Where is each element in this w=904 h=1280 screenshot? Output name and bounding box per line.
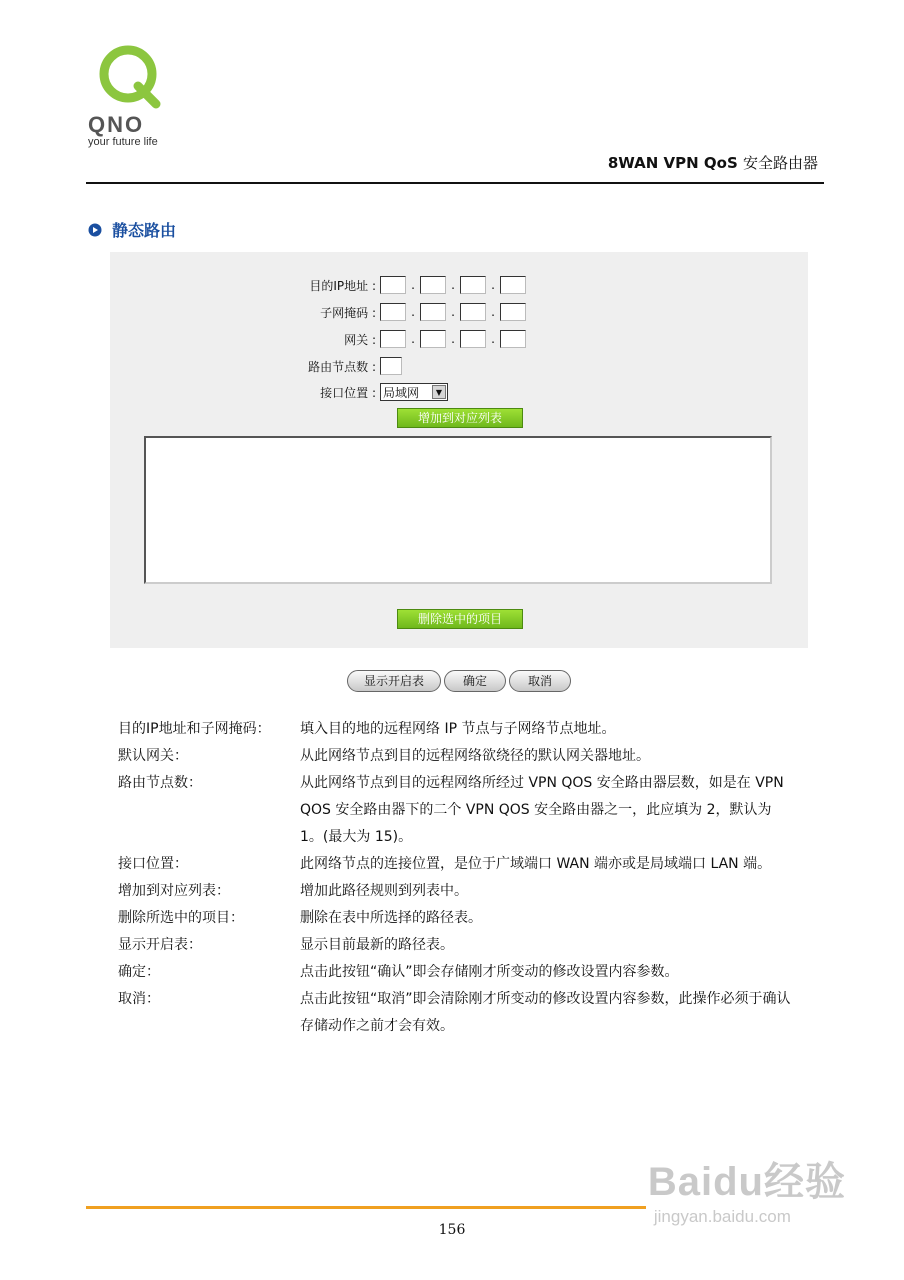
ip-dot: . [411,278,415,292]
desc-definition: 删除在表中所选择的路径表。 [300,910,482,926]
product-title [608,152,818,173]
gateway-row [286,330,526,348]
section-title [88,218,176,241]
baidu-watermark [648,1150,846,1227]
cancel-button[interactable]: 取消 [509,670,571,692]
desc-row [118,905,798,932]
ip-dot: . [491,278,495,292]
desc-definition: 增加此路径规则到列表中。 [300,883,468,899]
desc-term: 接口位置： [118,856,188,872]
desc-term: 删除所选中的项目： [118,910,244,926]
desc-definition: 此网络节点的连接位置，是位于广域端口 WAN 端亦或是局域端口 LAN 端。 [300,856,772,872]
ip-dot: . [451,305,455,319]
gateway-octet-1[interactable] [380,330,406,348]
subnet-label: 子网掩码 : [320,305,376,320]
logo-tagline: your future life [88,136,158,148]
svg-text:QNO: QNO [88,112,145,137]
add-to-list-button[interactable]: 增加到对应列表 [397,408,523,428]
desc-row [118,986,798,1040]
dest-ip-octet-4[interactable] [500,276,526,294]
desc-term: 确定： [118,964,160,980]
interface-row [286,383,448,401]
ip-dot: . [411,332,415,346]
product-title-en: 8WAN VPN QoS [607,154,738,172]
desc-row [118,851,798,878]
desc-row [118,932,798,959]
desc-row [118,878,798,905]
dest-ip-octet-1[interactable] [380,276,406,294]
ip-dot: . [491,305,495,319]
desc-term: 显示开启表： [118,937,202,953]
route-list-box[interactable] [144,436,772,584]
play-bullet-icon [88,223,102,237]
desc-definition: 填入目的地的远程网络 IP 节点与子网络节点地址。 [300,721,616,737]
dest-ip-octet-3[interactable] [460,276,486,294]
interface-select[interactable] [380,383,448,401]
desc-term: 增加到对应列表： [118,883,230,899]
dest-ip-row [286,276,526,294]
gateway-octet-4[interactable] [500,330,526,348]
dest-ip-octet-2[interactable] [420,276,446,294]
gateway-label: 网关 : [344,332,376,347]
desc-term: 路由节点数： [118,775,202,791]
desc-row [118,743,798,770]
desc-term: 目的IP地址和子网掩码： [118,721,271,737]
subnet-octet-4[interactable] [500,303,526,321]
footer-divider [86,1206,646,1209]
subnet-octet-3[interactable] [460,303,486,321]
page-number: 156 [438,1222,466,1238]
hop-count-input[interactable] [380,357,402,375]
ok-button[interactable]: 确定 [444,670,506,692]
ip-dot: . [411,305,415,319]
desc-term: 默认网关： [118,748,188,764]
dropdown-arrow-icon[interactable]: ▼ [432,385,446,399]
subnet-octet-2[interactable] [420,303,446,321]
desc-row [118,959,798,986]
desc-row [118,770,798,851]
gateway-octet-2[interactable] [420,330,446,348]
static-route-panel [110,252,808,648]
desc-definition: 从此网络节点到目的远程网络所经过 VPN QOS 安全路由器层数，如是在 VPN QOS 安全路由器下的二个 VPN QOS 安全路由器之一，此应填为 2，默认为 1。(最大为 15)。 [300,775,784,845]
product-title-cn: 安全路由器 [742,154,818,172]
ip-dot: . [491,332,495,346]
header-divider [86,182,824,184]
ip-dot: . [451,278,455,292]
subnet-row [286,303,526,321]
dest-ip-label: 目的IP地址 : [309,278,376,293]
desc-definition: 从此网络节点到目的远程网络欲绕径的默认网关器地址。 [300,748,650,764]
desc-definition: 点击此按钮“确认”即会存储刚才所变动的修改设置内容参数。 [300,964,679,980]
desc-definition: 点击此按钮“取消”即会清除刚才所变动的修改设置内容参数，此操作必须于确认存储动作之前才会有效。 [300,991,791,1034]
interface-label: 接口位置 : [320,385,376,400]
hop-label: 路由节点数 : [308,359,376,374]
delete-selected-button[interactable]: 删除选中的项目 [397,609,523,629]
desc-row [118,716,798,743]
show-table-button[interactable]: 显示开启表 [347,670,441,692]
field-descriptions [118,716,798,1040]
section-title-text: 静态路由 [112,221,177,240]
subnet-octet-1[interactable] [380,303,406,321]
ip-dot: . [451,332,455,346]
interface-select-value: 局域网 [383,385,420,400]
watermark-url: jingyan.baidu.com [653,1207,791,1226]
watermark-brand: Baidu经验 [647,1160,846,1204]
desc-term: 取消： [118,991,160,1007]
desc-definition: 显示目前最新的路径表。 [300,937,454,953]
gateway-octet-3[interactable] [460,330,486,348]
hop-row [286,357,402,375]
